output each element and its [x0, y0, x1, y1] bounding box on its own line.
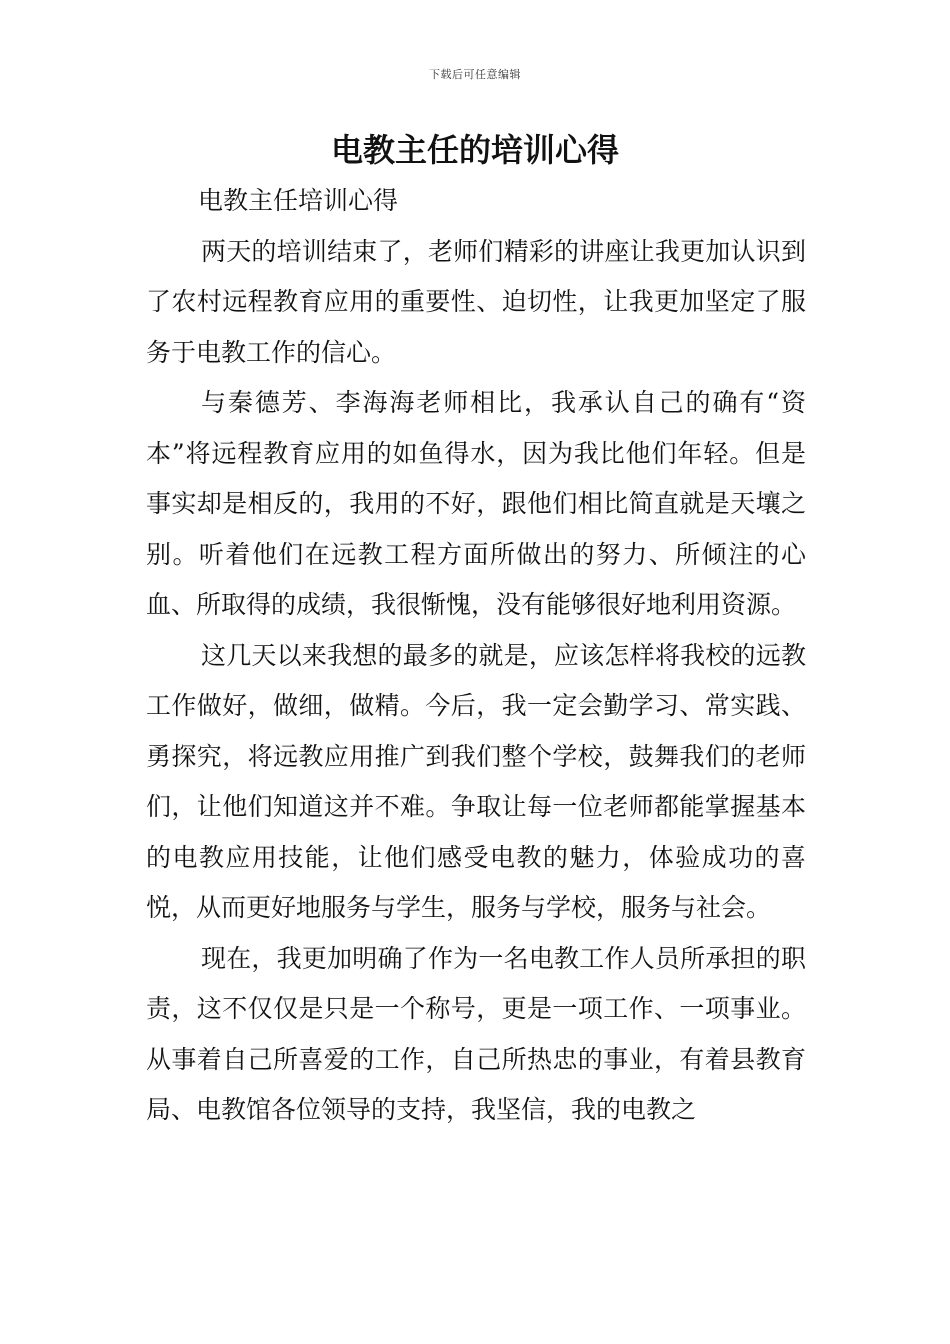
paragraph-3: 这几天以来我想的最多的就是，应该怎样将我校的远教工作做好，做细，做精。今后，我一定会勤学习、常实践、勇探究，将远教应用推广到我们整个学校，鼓舞我们的老师们，让他们知道这并不难。争取让每一位老师都能掌握基本的电教应用技能，让他们感受电教的魅力，体验成功的喜悦，从而更好地服务与学生，服务与学校，服务与社会。	[146, 640, 806, 922]
document-title: 电教主任的培训心得	[330, 131, 619, 169]
paragraph-1: 两天的培训结束了，老师们精彩的讲座让我更加认识到了农村远程教育应用的重要性、迫切性，让我更加坚定了服务于电教工作的信心。	[146, 236, 806, 367]
header-note: 下载后可任意编辑	[429, 68, 521, 81]
document-subtitle: 电教主任培训心得	[198, 186, 399, 215]
document-body	[146, 176, 806, 1136]
paragraph-4: 现在，我更加明确了作为一名电教工作人员所承担的职责，这不仅仅是只是一个称号，更是一项工作、一项事业。从事着自己所喜爱的工作，自己所热忠的事业，有着县教育局、电教馆各位领导的支持，我坚信，我的电教之	[146, 943, 806, 1124]
paragraph-2: 与秦德芳、李海海老师相比，我承认自己的确有“资本”将远程教育应用的如鱼得水，因为我比他们年轻。但是事实却是相反的，我用的不好，跟他们相比简直就是天壤之别。听着他们在远教工程方面所做出的努力、所倾注的心血、所取得的成绩，我很惭愧，没有能够很好地利用资源。	[146, 388, 806, 619]
